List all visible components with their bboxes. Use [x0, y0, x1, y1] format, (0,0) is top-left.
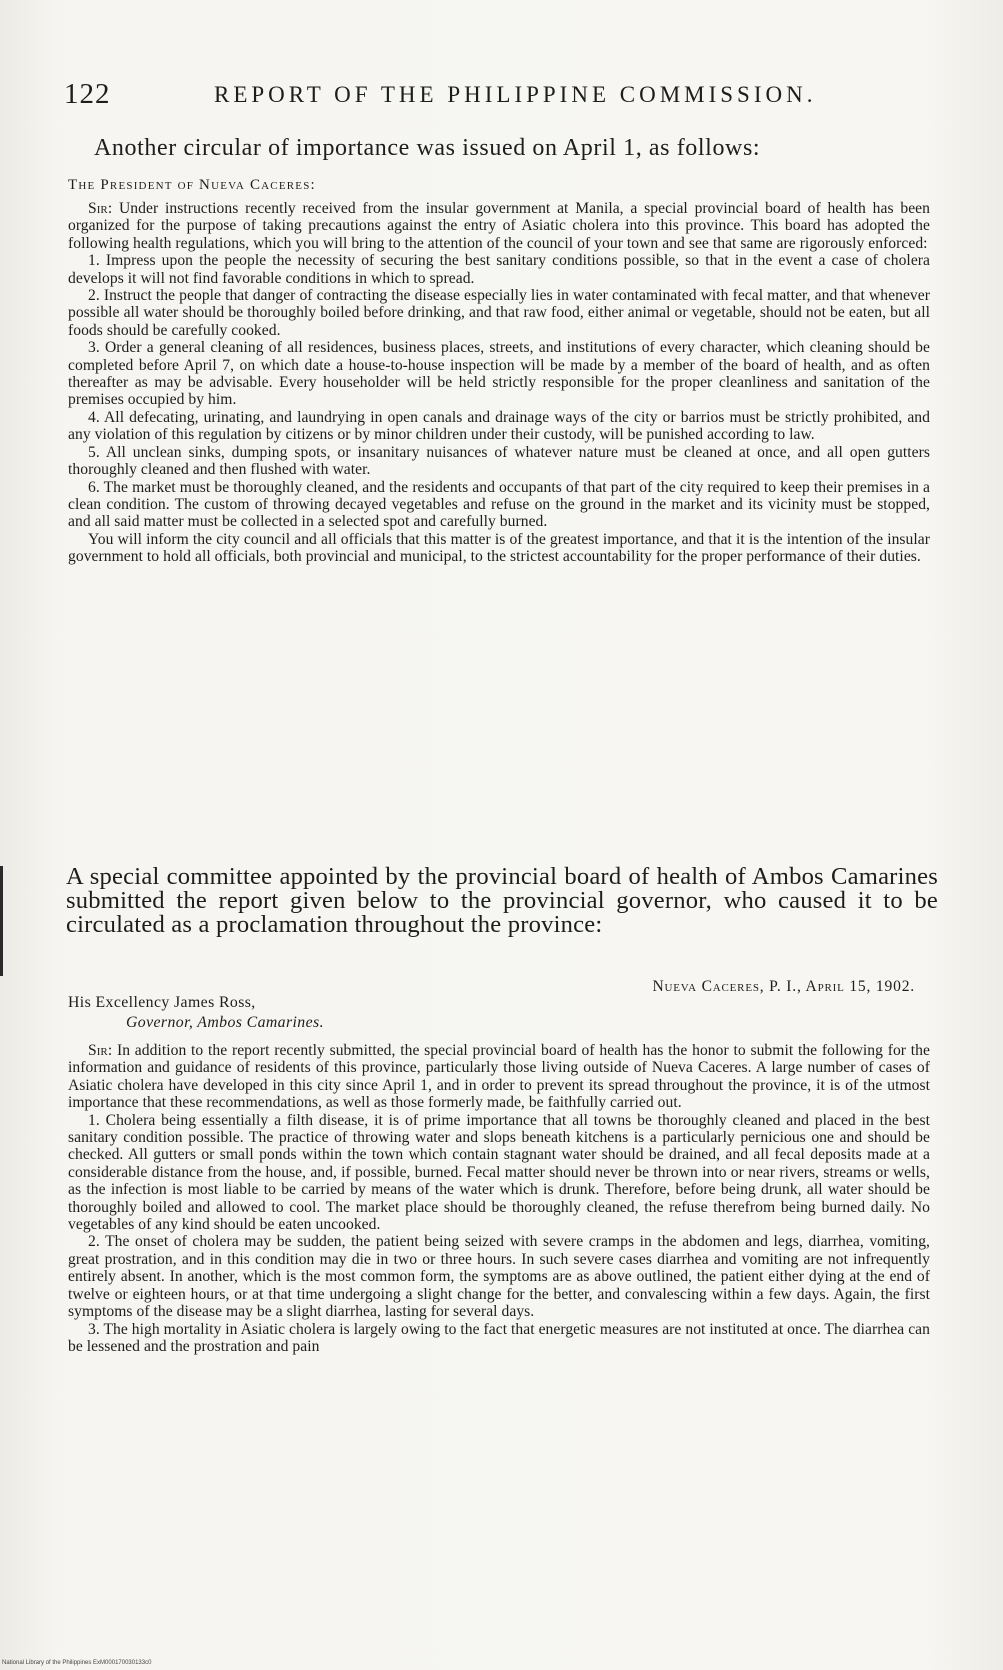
circular-paragraph: Sir: Under instructions recently received from the insular government at Manila, a special provincial board of health has been organized for the purpose of taking precautions against the entry of Asiatic cholera into this province. This board has adopted the following health regulations, which you will bring to the attention of the council of your town and see that same are rigorously enforced:	[68, 200, 930, 252]
page-header	[64, 78, 944, 114]
circular-paragraph: 6. The market must be thoroughly cleaned, and the residents and occupants of that part of the city required to keep their premises in a clean condition. The custom of throwing decayed vegetables and refuse on the ground in the market and its vicinity must be stopped, and all said matter must be collected in a selected spot and carefully burned.	[68, 478, 930, 531]
circular-paragraph: 4. All defecating, urinating, and laundrying in open canals and drainage ways of the city or barrios must be strictly prohibited, and any violation of this regulation by citizens or by minor children under their custody, will be punished according to law.	[68, 408, 930, 444]
binding-edge	[0, 866, 3, 976]
intro-committee-report: A special committee appointed by the provincial board of health of Ambos Camarines submitted the report given below to the provincial governor, who caused it to be circulated as a proclamation throughout the province:	[66, 863, 938, 938]
salutation: Sir:	[88, 200, 119, 217]
circular-paragraph: 2. Instruct the people that danger of contracting the disease especially lies in water contaminated with fecal matter, and that whenever possible all water should be thoroughly boiled before drinking, and that raw food, either animal or vegetable, should not be eaten, but all foods should be carefully cooked.	[68, 287, 930, 339]
circular-text	[68, 200, 930, 566]
report-paragraph: 3. The high mortality in Asiatic cholera is largely owing to the fact that energetic measures are not instituted at once. The diarrhea can be lessened and the prostration and pain	[68, 1320, 930, 1355]
page-number: 122	[64, 78, 111, 110]
addressee-title: Governor, Ambos Camarines.	[126, 1014, 324, 1031]
circular-paragraph: 3. Order a general cleaning of all residences, business places, streets, and institutions of every character, which cleaning should be completed before April 7, on which date a house-to-house inspection will be made by a member of the board of health, and as often thereafter as may be advisable. Every householder will be held strictly responsible for the proper cleanliness and sanitation of the premises occupied by him.	[68, 339, 930, 409]
report-paragraph: Sir: In addition to the report recently submitted, the special provincial board of health has the honor to submit the following for the information and guidance of residents of this province, particularly those living outside of Nueva Caceres. A large number of cases of Asiatic cholera have developed in this city since April 1, and in order to prevent its spread throughout the province, it is of the utmost importance that these recommendations, as well as those formerly made, be faithfully carried out.	[68, 1042, 930, 1112]
archive-footer: National Library of the Philippines ExM000170030133c0	[2, 1660, 152, 1666]
report-text	[68, 1042, 930, 1355]
circular-paragraph: You will inform the city council and all officials that this matter is of the greatest importance, and that it is the intention of the insular government to hold all officials, both provincial and municipal, to the strictest accountability for the proper performance of their duties.	[68, 530, 930, 566]
addressee-president: The President of Nueva Caceres:	[68, 177, 316, 193]
report-paragraph: 1. Cholera being essentially a filth disease, it is of prime importance that all towns be thoroughly cleaned and placed in the best sanitary condition possible. The practice of throwing water and slops beneath kitchens is a particularly pernicious one and should be checked. All gutters or small ponds within the town which contain stagnant water should be drained, and all fecal deposits made at a considerable distance from the house, and, if possible, burned. Fecal matter should never be thrown into or near rivers, streams or wells, as the infection is most liable to be carried by means of the water which is drunk. Therefore, before being drunk, all water should be thoroughly boiled and allowed to cool. The market place should be thoroughly cleaned, the refuse therefrom being burned daily. No vegetables of any kind should be eaten uncooked.	[68, 1111, 930, 1234]
running-title: REPORT OF THE PHILIPPINE COMMISSION.	[214, 82, 817, 107]
salutation: Sir:	[88, 1042, 117, 1059]
circular-paragraph: 1. Impress upon the people the necessity of securing the best sanitary conditions possible, so that in the event a case of cholera develops it will not find favorable conditions in which to spread.	[68, 252, 930, 287]
dateline: Nueva Caceres, P. I., April 15, 1902.	[652, 978, 915, 995]
report-paragraph: 2. The onset of cholera may be sudden, the patient being seized with severe cramps in the abdomen and legs, diarrhea, vomiting, great prostration, and in this condition may die in two or three hours. In such severe cases diarrhea and vomiting are not infrequently entirely absent. In another, which is the most common form, the symptoms are as above outlined, the patient either dying at the end of twelve or eighteen hours, or at that time undergoing a slight change for the better, and convalescing within a few days. Again, the first symptoms of the disease may be a slight diarrhea, lasting for several days.	[68, 1233, 930, 1321]
circular-paragraph: 5. All unclean sinks, dumping spots, or insanitary nuisances of whatever nature must be cleaned at once, and all open gutters thoroughly cleaned and then flushed with water.	[68, 443, 930, 479]
addressee-governor: His Excellency James Ross,	[68, 994, 256, 1011]
intro-circular: Another circular of importance was issued on April 1, as follows:	[94, 135, 761, 161]
